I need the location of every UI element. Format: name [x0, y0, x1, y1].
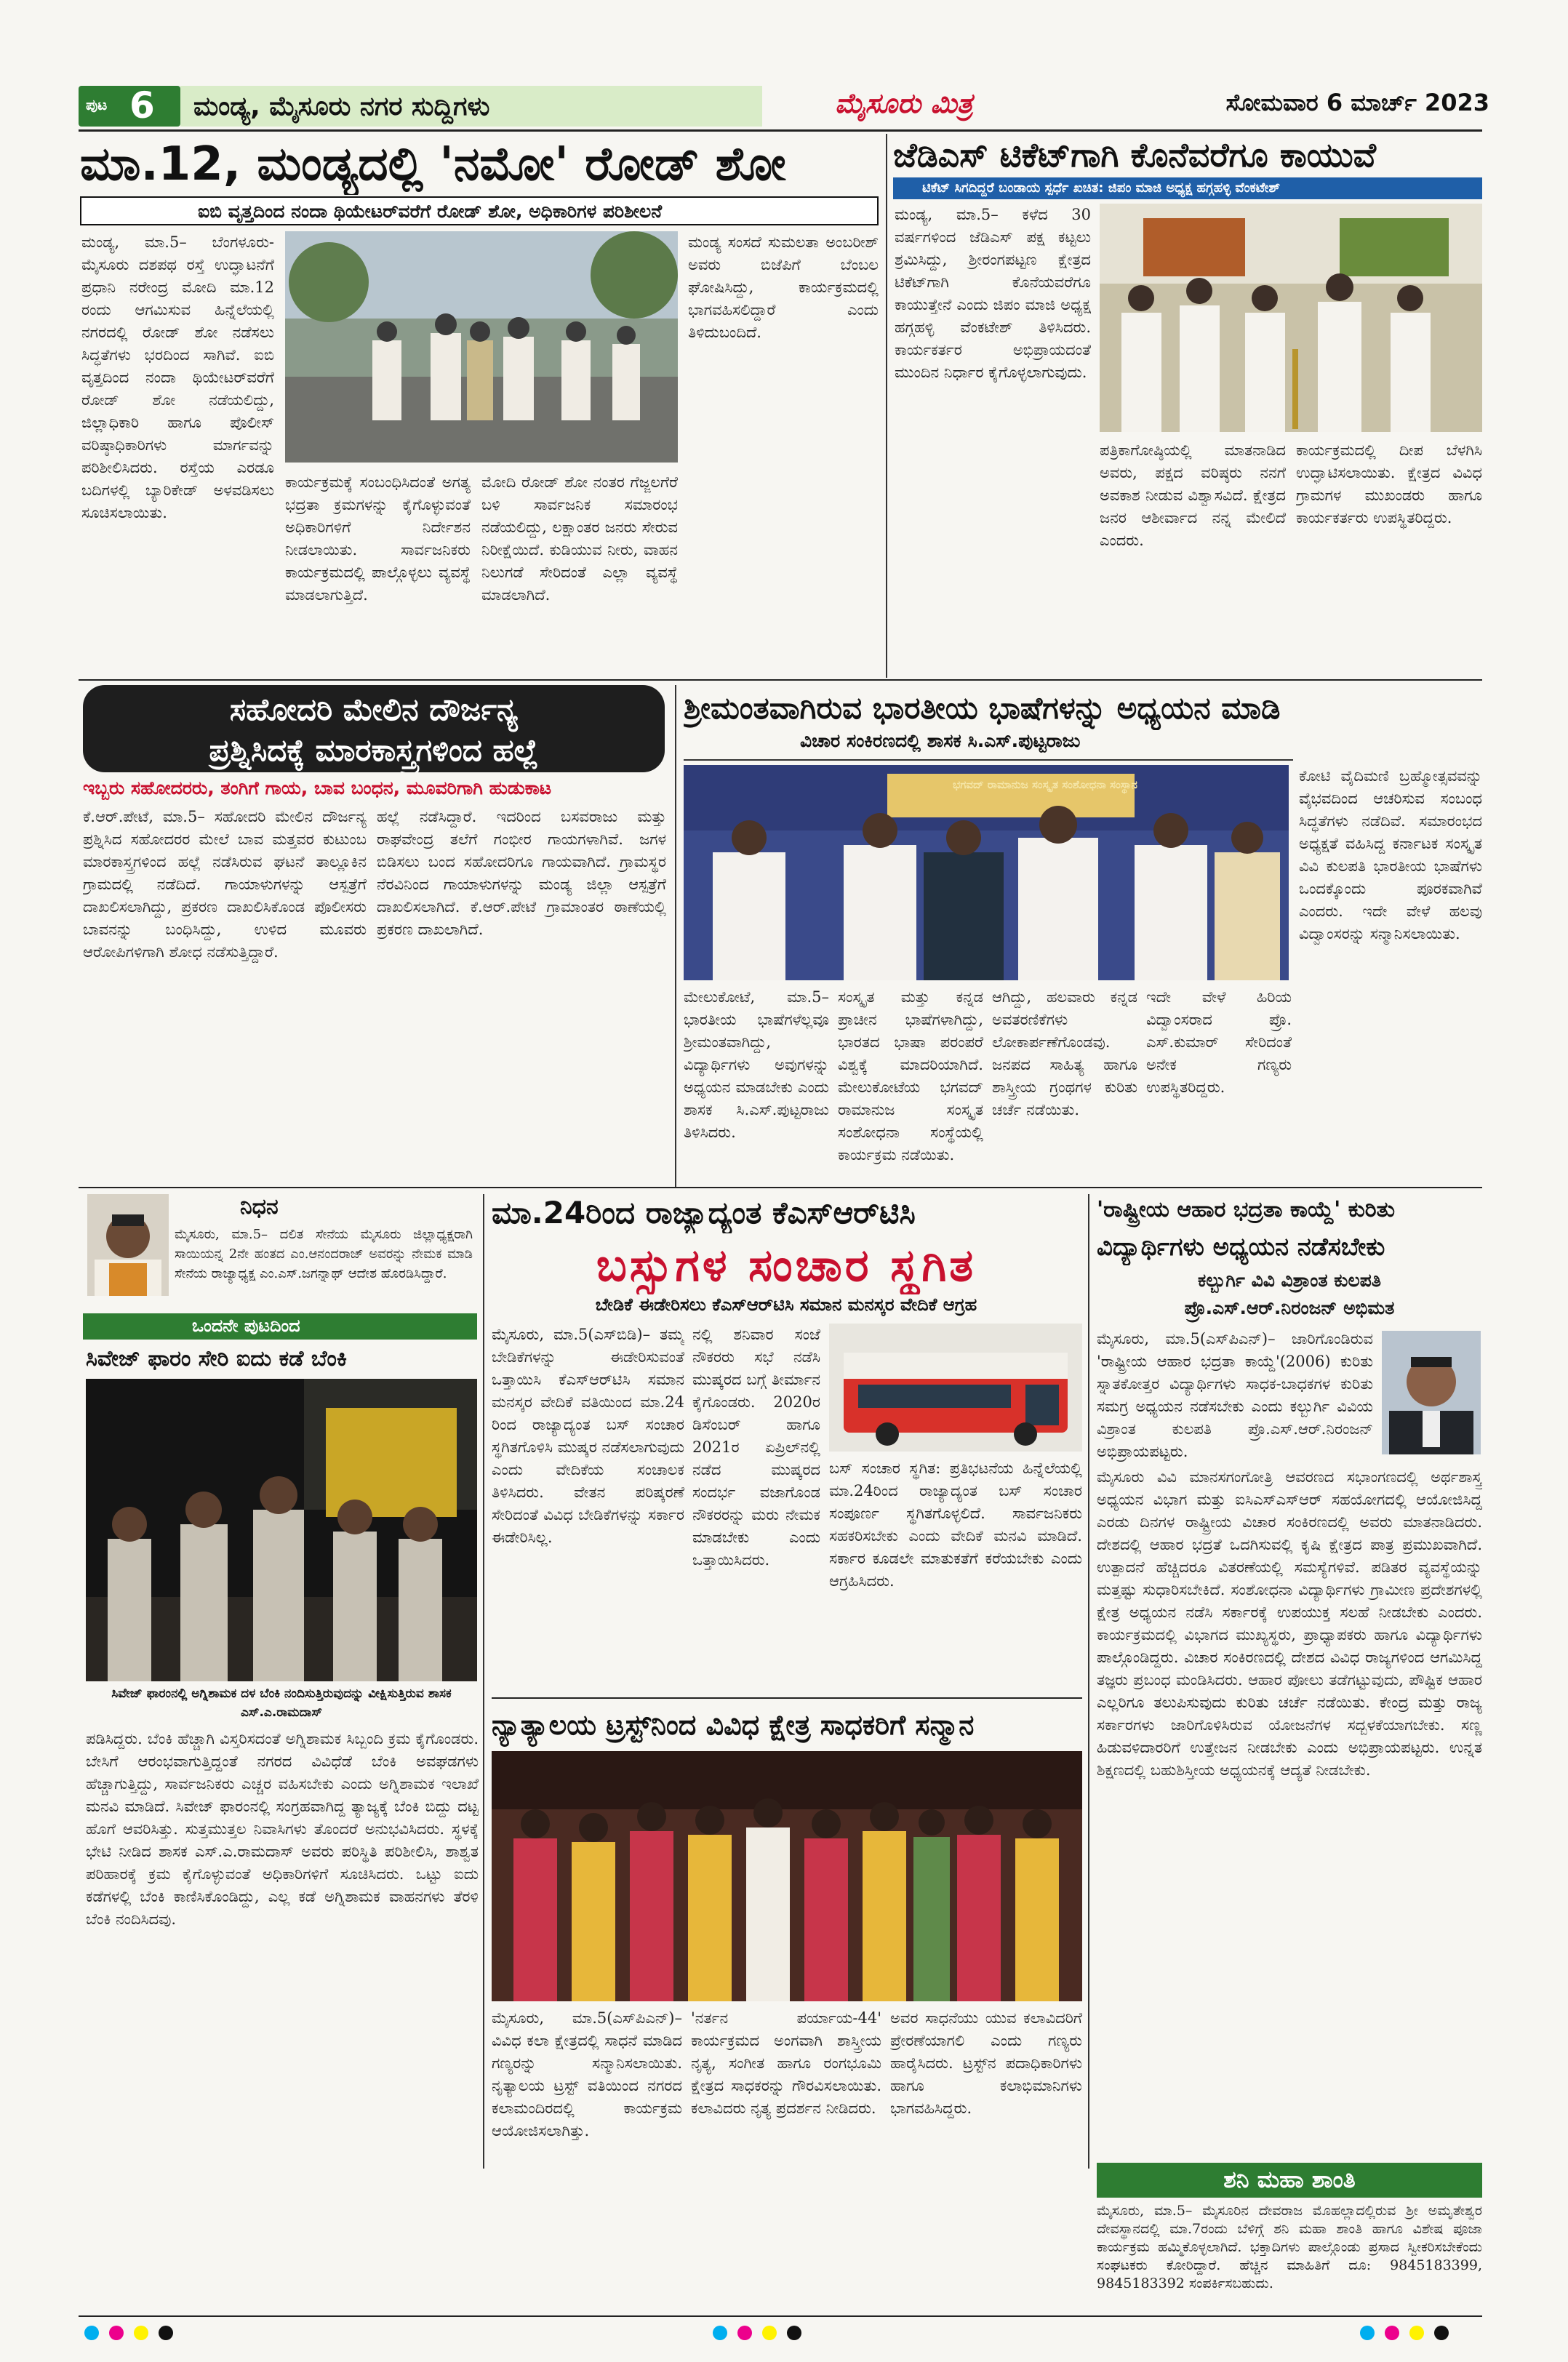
- jds-headline: ಜೆಡಿಎಸ್ ಟಿಕೆಟ್‌ಗಾಗಿ ಕೊನೆವರೆಗೂ ಕಾಯುವೆ: [893, 135, 1376, 175]
- languages-bottom-col1: ಮೇಲುಕೋಟೆ, ಮಾ.5– ಭಾರತೀಯ ಭಾಷೆಗಳೆಲ್ಲವೂ ಶ್ರೀಮಂತವಾಗಿದ್ದು, ವಿದ್ಯಾರ್ಥಿಗಳು ಅವುಗಳನ್ನು ಅಧ್ಯಯನ ಮಾಡಬೇಕು ಎಂದು ಶಾಸಕ ಸಿ.ಎಸ್.ಪುಟ್ಟರಾಜು ತಿಳಿಸಿದರು.: [684, 988, 829, 1141]
- column-divider-upper: [886, 134, 887, 678]
- food-portrait-image: [1382, 1331, 1481, 1454]
- languages-headline: ಶ್ರೀಮಂತವಾಗಿರುವ ಭಾರತೀಯ ಭಾಷೆಗಳನ್ನು ಅಧ್ಯಯನ ಮಾಡಿ: [684, 690, 1281, 726]
- registration-marks-right: [1360, 2326, 1505, 2343]
- column-divider-lower-left: [483, 1194, 484, 2169]
- food-intro: ಮೈಸೂರು, ಮಾ.5(ಎಸ್‌ಪಿಎನ್)– ಜಾರಿಗೊಂಡಿರುವ 'ರಾಷ್ಟ್ರೀಯ ಆಹಾರ ಭದ್ರತಾ ಕಾಯ್ದೆ'(2006) ಕುರಿತು ಸ್ನಾತಕೋತ್ತರ ವಿದ್ಯಾರ್ಥಿಗಳು ಸಾಧಕ-ಬಾಧಕಗಳ ಕುರಿತು ಸಮಗ್ರ ಅಧ್ಯಯನ ನಡೆಸಬೇಕು ಎಂದು ಕಲ್ಬುರ್ಗಿ ವಿವಿಯ ವಿಶ್ರಾಂತ ಕುಲಪತಿ ಪ್ರೊ.ಎಸ್.ಆರ್.ನಿರಂಜನ್ ಅಭಿಪ್ರಾಯಪಟ್ಟರು.: [1097, 1330, 1373, 1460]
- fire-kicker-bar: [83, 1313, 477, 1340]
- ksrtc-subhead: ಬೇಡಿಕೆ ಈಡೇರಿಸಲು ಕೆಎಸ್‌ಆರ್‌ಟಿಸಿ ಸಮಾನ ಮನಸ್ಕರ ವೇದಿಕೆ ಆಗ್ರಹ: [595, 1294, 977, 1315]
- roadshow-col3: ಮೋದಿ ರೋಡ್ ಶೋ ನಂತರ ಗೆಜ್ಜಲಗೆರೆ ಬಳಿ ಸಾರ್ವಜನಿಕ ಸಮಾರಂಭ ನಡೆಯಲಿದ್ದು, ಲಕ್ಷಾಂತರ ಜನರು ಸೇರುವ ನಿರೀಕ್ಷೆಯಿದೆ. ಕುಡಿಯುವ ನೀರು, ವಾಹನ ನಿಲುಗಡೆ ಸೇರಿದಂತೆ ಎಲ್ಲಾ ವ್ಯವಸ್ಥೆ ಮಾಡಲಾಗಿದೆ.: [481, 473, 678, 604]
- issue-date: ಸೋಮವಾರ 6 ಮಾರ್ಚ್ 2023: [1225, 89, 1489, 116]
- assault-headline-line1: ಸಹೋದರಿ ಮೇಲಿನ ದೌರ್ಜನ್ಯ: [229, 692, 519, 727]
- column-divider-middle: [675, 685, 676, 1187]
- food-body: ಮೈಸೂರು ವಿವಿ ಮಾನಸಗಂಗೋತ್ರಿ ಆವರಣದ ಸಭಾಂಗಣದಲ್ಲಿ ಅರ್ಥಶಾಸ್ತ್ರ ಅಧ್ಯಯನ ವಿಭಾಗ ಮತ್ತು ಐಸಿಎಸ್‌ಎಸ್‌ಆರ್ ಸಹಯೋಗದಲ್ಲಿ ಆಯೋಜಿಸಿದ್ದ ಎರಡು ದಿನಗಳ ರಾಷ್ಟ್ರೀಯ ವಿಚಾರ ಸಂಕಿರಣದಲ್ಲಿ ಅವರು ಮಾತನಾಡಿದರು. ದೇಶದಲ್ಲಿ ಆಹಾರ ಭದ್ರತೆ ಒದಗಿಸುವಲ್ಲಿ ಕೃಷಿ ಕ್ಷೇತ್ರದ ಪಾತ್ರ ಪ್ರಮುಖವಾಗಿದೆ. ಉತ್ಪಾದನೆ ಹೆಚ್ಚಿದರೂ ವಿತರಣೆಯಲ್ಲಿ ಸಮಸ್ಯೆಗಳಿವೆ. ಪಡಿತರ ವ್ಯವಸ್ಥೆಯನ್ನು ಮತ್ತಷ್ಟು ಸುಧಾರಿಸಬೇಕಿದೆ. ಸಂಶೋಧನಾ ವಿದ್ಯಾರ್ಥಿಗಳು ಗ್ರಾಮೀಣ ಪ್ರದೇಶಗಳಲ್ಲಿ ಕ್ಷೇತ್ರ ಅಧ್ಯಯನ ನಡೆಸಿ ಸರ್ಕಾರಕ್ಕೆ ಉಪಯುಕ್ತ ಸಲಹೆ ನೀಡಬೇಕು ಎಂದರು. ಕಾರ್ಯಕ್ರಮದಲ್ಲಿ ವಿಭಾಗದ ಮುಖ್ಯಸ್ಥರು, ಪ್ರಾಧ್ಯಾಪಕರು ಹಾಗೂ ವಿದ್ಯಾರ್ಥಿಗಳು ಪಾಲ್ಗೊಂಡಿದ್ದರು. ವಿಚಾರ ಸಂಕಿರಣದಲ್ಲಿ ದೇಶದ ವಿವಿಧ ರಾಜ್ಯಗಳಿಂದ ಆಗಮಿಸಿದ್ದ ತಜ್ಞರು ಪ್ರಬಂಧ ಮಂಡಿಸಿದರು. ಆಹಾರ ಪೋಲು ತಡೆಗಟ್ಟುವುದು, ಪೌಷ್ಟಿಕ ಆಹಾರ ಎಲ್ಲರಿಗೂ ತಲುಪಿಸುವುದು ಕುರಿತು ಚರ್ಚೆ ನಡೆಯಿತು. ಕೇಂದ್ರ ಮತ್ತು ರಾಜ್ಯ ಸರ್ಕಾರಗಳು ಜಾರಿಗೊಳಿಸಿರುವ ಯೋಜನೆಗಳ ಸದ್ಬಳಕೆಯಾಗಬೇಕು. ಸಣ್ಣ ಹಿಡುವಳಿದಾರರಿಗೆ ಉತ್ತೇಜನ ನೀಡಬೇಕು ಎಂದು ಅಭಿಪ್ರಾಯಪಟ್ಟರು. ಉನ್ನತ ಶಿಕ್ಷಣದಲ್ಲಿ ಬಹುಶಿಸ್ತೀಯ ಅಧ್ಯಯನಕ್ಕೆ ಆದ್ಯತೆ ನೀಡಬೇಕು.: [1097, 1468, 1482, 1779]
- jds-subhead-box: [893, 177, 1482, 199]
- food-portrait: [1382, 1331, 1481, 1454]
- masthead-rule: [79, 129, 1482, 132]
- fire-caption: ಸಿವೇಜ್ ಫಾರಂನಲ್ಲಿ ಅಗ್ನಿಶಾಮಕ ದಳ ಬೆಂಕಿ ನಂದಿಸುತ್ತಿರುವುದನ್ನು ವೀಕ್ಷಿಸುತ್ತಿರುವ ಶಾಸಕ ಎಸ್.ಎ.ರಾಮದಾಸ್: [111, 1686, 452, 1720]
- shani-banner: [1097, 2163, 1482, 2198]
- fire-photo: [86, 1379, 477, 1681]
- ksrtc-bus-photo: [829, 1324, 1082, 1452]
- registration-marks-left: [84, 2326, 230, 2343]
- food-headline-line1: 'ರಾಷ್ಟ್ರೀಯ ಆಹಾರ ಭದ್ರತಾ ಕಾಯ್ದೆ' ಕುರಿತು: [1097, 1197, 1396, 1222]
- column-divider-lower-right: [1088, 1194, 1089, 2169]
- roadshow-col1: ಮಂಡ್ಯ, ಮಾ.5– ಬೆಂಗಳೂರು-ಮೈಸೂರು ದಶಪಥ ರಸ್ತೆ ಉದ್ಘಾಟನೆಗೆ ಪ್ರಧಾನಿ ನರೇಂದ್ರ ಮೋದಿ ಮಾ.12 ರಂದು ಆಗಮಿಸುವ ಹಿನ್ನೆಲೆಯಲ್ಲಿ ನಗರದಲ್ಲಿ ರೋಡ್ ಶೋ ನಡೆಸಲು ಸಿದ್ಧತೆಗಳು ಭರದಿಂದ ಸಾಗಿವೆ. ಐಬಿ ವೃತ್ತದಿಂದ ನಂದಾ ಥಿಯೇಟರ್‌ವರೆಗೆ ರೋಡ್ ಶೋ ನಡೆಯಲಿದ್ದು, ಜಿಲ್ಲಾಧಿಕಾರಿ ಹಾಗೂ ಪೊಲೀಸ್ ವರಿಷ್ಠಾಧಿಕಾರಿಗಳು ಮಾರ್ಗವನ್ನು ಪರಿಶೀಲಿಸಿದರು. ರಸ್ತೆಯ ಎರಡೂ ಬದಿಗಳಲ್ಲಿ ಬ್ಯಾರಿಕೇಡ್ ಅಳವಡಿಸಲು ಸೂಚಿಸಲಾಯಿತು.: [81, 233, 274, 521]
- languages-bottom-col3: ಆಗಿದ್ದು, ಹಲವಾರು ಕನ್ನಡ ಅವತರಣಿಕೆಗಳು ಲೋಕಾರ್ಪಣೆಗೊಂಡವು. ಜನಪದ ಸಾಹಿತ್ಯ ಹಾಗೂ ಶಾಸ್ತ್ರೀಯ ಗ್ರಂಥಗಳ ಕುರಿತು ಚರ್ಚೆ ನಡೆಯಿತು.: [992, 988, 1137, 1118]
- jds-col3: ಕಾರ್ಯಕ್ರಮದಲ್ಲಿ ದೀಪ ಬೆಳಗಿಸಿ ಉದ್ಘಾಟಿಸಲಾಯಿತು. ಕ್ಷೇತ್ರದ ವಿವಿಧ ಗ್ರಾಮಗಳ ಮುಖಂಡರು ಹಾಗೂ ಕಾರ್ಯಕರ್ತರು ಉಪಸ್ಥಿತರಿದ್ದರು.: [1296, 441, 1482, 527]
- ksrtc-col2: ನಲ್ಲಿ ಶನಿವಾರ ಸಂಜೆ ನೌಕರರು ಸಭೆ ನಡೆಸಿ ಮುಷ್ಕರದ ಬಗ್ಗೆ ತೀರ್ಮಾನ ಕೈಗೊಂಡರು. 2020ರ ಡಿಸೆಂಬರ್ ಹಾಗೂ 2021ರ ಏಪ್ರಿಲ್‌ನಲ್ಲಿ ನಡೆದ ಮುಷ್ಕರದ ಸಂದರ್ಭ ವಜಾಗೊಂಡ ನೌಕರರನ್ನು ಮರು ನೇಮಕ ಮಾಡಬೇಕು ಎಂದು ಒತ್ತಾಯಿಸಿದರು.: [692, 1326, 820, 1569]
- jds-photo-image: [1100, 204, 1482, 432]
- roadshow-subhead: ಐಬಿ ವೃತ್ತದಿಂದ ನಂದಾ ಥಿಯೇಟರ್‌ವರೆಗೆ ರೋಡ್ ಶೋ, ಅಧಿಕಾರಿಗಳ ಪರಿಶೀಲನೆ: [198, 201, 663, 222]
- section-title: ಮಂಡ್ಯ, ಮೈಸೂರು ನಗರ ಸುದ್ದಿಗಳು: [193, 92, 490, 121]
- fire-photo-image: [86, 1379, 477, 1681]
- shani-body: ಮೈಸೂರು, ಮಾ.5– ಮೈಸೂರಿನ ದೇವರಾಜ ಮೊಹಲ್ಲಾದಲ್ಲಿರುವ ಶ್ರೀ ಅಮೃತೇಶ್ವರ ದೇವಸ್ಥಾನದಲ್ಲಿ ಮಾ.7ರಂದು ಬೆಳಿಗ್ಗೆ ಶನಿ ಮಹಾ ಶಾಂತಿ ಹಾಗೂ ವಿಶೇಷ ಪೂಜಾ ಕಾರ್ಯಕ್ರಮ ಹಮ್ಮಿಕೊಳ್ಳಲಾಗಿದೆ. ಭಕ್ತಾದಿಗಳು ಪಾಲ್ಗೊಂಡು ಪ್ರಸಾದ ಸ್ವೀಕರಿಸಬೇಕೆಂದು ಸಂಘಟಕರು ಕೋರಿದ್ದಾರೆ. ಹೆಚ್ಚಿನ ಮಾಹಿತಿಗೆ ದೂ: 9845183399, 9845183392 ಸಂಪರ್ಕಿಸಬಹುದು.: [1097, 2203, 1482, 2291]
- roadshow-subhead-box: [80, 196, 879, 225]
- ksrtc-headline-line2: ಬಸ್ಸುಗಳ ಸಂಚಾರ ಸ್ಥಗಿತ: [596, 1238, 977, 1292]
- fire-body: ಪಡಿಸಿದ್ದರು. ಬೆಂಕಿ ಹೆಚ್ಚಾಗಿ ವಿಸ್ತರಿಸದಂತೆ ಅಗ್ನಿಶಾಮಕ ಸಿಬ್ಬಂದಿ ಕ್ರಮ ಕೈಗೊಂಡರು. ಬೇಸಿಗೆ ಆರಂಭವಾಗುತ್ತಿದ್ದಂತೆ ನಗರದ ವಿವಿಧೆಡೆ ಬೆಂಕಿ ಅವಘಡಗಳು ಹೆಚ್ಚಾಗುತ್ತಿದ್ದು, ಸಾರ್ವಜನಿಕರು ಎಚ್ಚರ ವಹಿಸಬೇಕು ಎಂದು ಅಗ್ನಿಶಾಮಕ ಇಲಾಖೆ ಮನವಿ ಮಾಡಿದೆ. ಸಿವೇಜ್ ಫಾರಂನಲ್ಲಿ ಸಂಗ್ರಹವಾಗಿದ್ದ ತ್ಯಾಜ್ಯಕ್ಕೆ ಬೆಂಕಿ ಬಿದ್ದು ದಟ್ಟ ಹೊಗೆ ಆವರಿಸಿತ್ತು. ಸುತ್ತಮುತ್ತಲ ನಿವಾಸಿಗಳು ತೊಂದರೆ ಅನುಭವಿಸಿದರು. ಸ್ಥಳಕ್ಕೆ ಭೇಟಿ ನೀಡಿದ ಶಾಸಕ ಎಸ್.ಎ.ರಾಮದಾಸ್ ಅವರು ಪರಿಸ್ಥಿತಿ ಪರಿಶೀಲಿಸಿ, ಶಾಶ್ವತ ಪರಿಹಾರಕ್ಕೆ ಕ್ರಮ ಕೈಗೊಳ್ಳುವಂತೆ ಅಧಿಕಾರಿಗಳಿಗೆ ಸೂಚಿಸಿದರು. ಒಟ್ಟು ಐದು ಕಡೆಗಳಲ್ಲಿ ಬೆಂಕಿ ಕಾಣಿಸಿಕೊಂಡಿದ್ದು, ಎಲ್ಲ ಕಡೆ ಅಗ್ನಿಶಾಮಕ ವಾಹನಗಳು ತೆರಳಿ ಬೆಂಕಿ ನಂದಿಸಿದವು.: [86, 1730, 479, 1928]
- ksrtc-col3: ಬಸ್ ಸಂಚಾರ ಸ್ಥಗಿತ: ಪ್ರತಿಭಟನೆಯ ಹಿನ್ನೆಲೆಯಲ್ಲಿ ಮಾ.24ರಿಂದ ರಾಜ್ಯಾದ್ಯಂತ ಬಸ್ ಸಂಚಾರ ಸಂಪೂರ್ಣ ಸ್ಥಗಿತಗೊಳ್ಳಲಿದೆ. ಸಾರ್ವಜನಿಕರು ಸಹಕರಿಸಬೇಕು ಎಂದು ವೇದಿಕೆ ಮನವಿ ಮಾಡಿದೆ. ಸರ್ಕಾರ ಕೂಡಲೇ ಮಾತುಕತೆಗೆ ಕರೆಯಬೇಕು ಎಂದು ಆಗ್ರಹಿಸಿದರು.: [829, 1460, 1082, 1590]
- food-headline-line2: ವಿದ್ಯಾರ್ಥಿಗಳು ಅಧ್ಯಯನ ನಡೆಸಬೇಕು: [1097, 1233, 1385, 1262]
- obituary-portrait: [87, 1194, 169, 1296]
- jds-col1: ಮಂಡ್ಯ, ಮಾ.5– ಕಳೆದ 30 ವರ್ಷಗಳಿಂದ ಜೆಡಿಎಸ್ ಪಕ್ಷ ಕಟ್ಟಲು ಶ್ರಮಿಸಿದ್ದು, ಶ್ರೀರಂಗಪಟ್ಟಣ ಕ್ಷೇತ್ರದ ಟಿಕೆಟ್‌ಗಾಗಿ ಕೊನೆಯವರೆಗೂ ಕಾಯುತ್ತೇನೆ ಎಂದು ಜಿಪಂ ಮಾಜಿ ಅಧ್ಯಕ್ಷ ಹಗ್ಗಹಳ್ಳಿ ವೆಂಕಟೇಶ್ ತಿಳಿಸಿದರು. ಕಾರ್ಯಕರ್ತರ ಅಭಿಪ್ರಾಯದಂತೆ ಮುಂದಿನ ನಿರ್ಧಾರ ಕೈಗೊಳ್ಳಲಾಗುವುದು.: [895, 206, 1091, 381]
- languages-rule: [684, 759, 1293, 761]
- award-headline: ನ್ಯಾತ್ಯಾಲಯ ಟ್ರಸ್ಟ್‌ನಿಂದ ವಿವಿಧ ಕ್ಷೇತ್ರ ಸಾಧಕರಿಗೆ ಸನ್ಮಾನ: [492, 1709, 975, 1741]
- page-label: ಪುಟ: [86, 96, 108, 113]
- roadshow-col4: ಮಂಡ್ಯ ಸಂಸದೆ ಸುಮಲತಾ ಅಂಬರೀಶ್ ಅವರು ಬಿಜೆಪಿಗೆ ಬೆಂಬಲ ಘೋಷಿಸಿದ್ದು, ಕಾರ್ಯಕ್ರಮದಲ್ಲಿ ಭಾಗವಹಿಸಲಿದ್ದಾರೆ ಎಂದು ತಿಳಿದುಬಂದಿದೆ.: [688, 233, 879, 341]
- assault-col2: ಹಲ್ಲೆ ನಡೆಸಿದ್ದಾರೆ. ಇದರಿಂದ ಬಸವರಾಜು ಮತ್ತು ರಾಘವೇಂದ್ರ ತಲೆಗೆ ಗಂಭೀರ ಗಾಯಗಳಾಗಿವೆ. ಜಗಳ ಬಿಡಿಸಲು ಬಂದ ಸಹೋದರಿಗೂ ಗಾಯವಾಗಿದೆ. ಗ್ರಾಮಸ್ಥರ ನೆರವಿನಿಂದ ಗಾಯಾಳುಗಳನ್ನು ಮಂಡ್ಯ ಜಿಲ್ಲಾ ಆಸ್ಪತ್ರೆಗೆ ದಾಖಲಿಸಲಾಗಿದೆ. ಕೆ.ಆರ್.ಪೇಟೆ ಗ್ರಾಮಾಂತರ ಠಾಣೆಯಲ್ಲಿ ಪ್ರಕರಣ ದಾಖಲಾಗಿದೆ.: [377, 808, 666, 938]
- rule-3: [492, 1697, 1082, 1699]
- section-strip: [180, 86, 762, 127]
- languages-photo: [684, 765, 1289, 980]
- paper-name: ಮೈಸೂರು ಮಿತ್ರ: [835, 87, 973, 119]
- award-col2: 'ನರ್ತನ ಪರ್ಯಾಯ-44' ಕಾರ್ಯಕ್ರಮದ ಅಂಗವಾಗಿ ಶಾಸ್ತ್ರೀಯ ನೃತ್ಯ, ಸಂಗೀತ ಹಾಗೂ ರಂಗಭೂಮಿ ಕ್ಷೇತ್ರದ ಸಾಧಕರನ್ನು ಗೌರವಿಸಲಾಯಿತು. ಕಲಾವಿದರು ನೃತ್ಯ ಪ್ರದರ್ಶನ ನೀಡಿದರು.: [691, 2009, 881, 2117]
- page-number: 6: [129, 84, 155, 127]
- jds-col2: ಪತ್ರಿಕಾಗೋಷ್ಠಿಯಲ್ಲಿ ಮಾತನಾಡಿದ ಅವರು, ಪಕ್ಷದ ವರಿಷ್ಠರು ನನಗೆ ಅವಕಾಶ ನೀಡುವ ವಿಶ್ವಾಸವಿದೆ. ಕ್ಷೇತ್ರದ ಜನರ ಆಶೀರ್ವಾದ ನನ್ನ ಮೇಲಿದೆ ಎಂದರು.: [1100, 441, 1286, 549]
- award-photo-image: [492, 1751, 1082, 2001]
- assault-subhead: ಇಬ್ಬರು ಸಹೋದರರು, ತಂಗಿಗೆ ಗಾಯ, ಬಾವ ಬಂಧನ, ಮೂವರಿಗಾಗಿ ಹುಡುಕಾಟ: [83, 777, 552, 798]
- award-col3: ಅವರ ಸಾಧನೆಯು ಯುವ ಕಲಾವಿದರಿಗೆ ಪ್ರೇರಣೆಯಾಗಲಿ ಎಂದು ಗಣ್ಯರು ಹಾರೈಸಿದರು. ಟ್ರಸ್ಟ್‌ನ ಪದಾಧಿಕಾರಿಗಳು ಹಾಗೂ ಕಲಾಭಿಮಾನಿಗಳು ಭಾಗವಹಿಸಿದ್ದರು.: [890, 2009, 1082, 2117]
- rule-2: [79, 1187, 1482, 1188]
- jds-subhead: ಟಿಕೆಟ್ ಸಿಗದಿದ್ದರೆ ಬಂಡಾಯ ಸ್ಪರ್ಧೆ ಖಚಿತ: ಜಿಪಂ ಮಾಜಿ ಅಧ್ಯಕ್ಷ ಹಗ್ಗಹಳ್ಳಿ ವೆಂಕಟೇಶ್: [922, 180, 1281, 196]
- obituary-portrait-image: [87, 1194, 169, 1296]
- award-col1: ಮೈಸೂರು, ಮಾ.5(ಎಸ್‌ಪಿಎನ್)– ವಿವಿಧ ಕಲಾ ಕ್ಷೇತ್ರದಲ್ಲಿ ಸಾಧನೆ ಮಾಡಿದ ಗಣ್ಯರನ್ನು ಸನ್ಮಾನಿಸಲಾಯಿತು. ನೃತ್ಯಾಲಯ ಟ್ರಸ್ಟ್ ವತಿಯಿಂದ ನಗರದ ಕಲಾಮಂದಿರದಲ್ಲಿ ಕಾರ್ಯಕ್ರಮ ಆಯೋಜಿಸಲಾಗಿತ್ತು.: [492, 2009, 682, 2139]
- assault-banner: [83, 685, 665, 772]
- food-subhead-line2: ಪ್ರೊ.ಎಸ್.ಆರ್.ನಿರಂಜನ್ ಅಭಿಮತ: [1184, 1297, 1395, 1318]
- languages-photo-banner: ಭಗವದ್ ರಾಮಾನುಜ ಸಂಸ್ಕೃತ ಸಂಶೋಧನಾ ಸಂಸ್ಥಾನ: [953, 778, 1137, 791]
- shani-headline: ಶನಿ ಮಹಾ ಶಾಂತಿ: [1223, 2166, 1356, 2193]
- languages-bottom-col4: ಇದೇ ವೇಳೆ ಹಿರಿಯ ವಿದ್ವಾಂಸರಾದ ಪ್ರೊ. ಎಸ್.ಕುಮಾರ್ ಸೇರಿದಂತೆ ಅನೇಕ ಗಣ್ಯರು ಉಪಸ್ಥಿತರಿದ್ದರು.: [1146, 988, 1292, 1096]
- ksrtc-headline-line1: ಮಾ.24ರಿಂದ ರಾಜ್ಯಾದ್ಯಂತ ಕೆಎಸ್‌ಆರ್‌ಟಿಸಿ: [492, 1195, 916, 1230]
- fire-headline: ಸಿವೇಜ್ ಫಾರಂ ಸೇರಿ ಐದು ಕಡೆ ಬೆಂಕಿ: [86, 1346, 347, 1372]
- languages-bottom-col2: ಸಂಸ್ಕೃತ ಮತ್ತು ಕನ್ನಡ ಪ್ರಾಚೀನ ಭಾಷೆಗಳಾಗಿದ್ದು, ಭಾರತದ ಭಾಷಾ ಪರಂಪರೆ ವಿಶ್ವಕ್ಕೆ ಮಾದರಿಯಾಗಿದೆ. ಮೇಲುಕೋಟೆಯ ಭಗವದ್ ರಾಮಾನುಜ ಸಂಸ್ಕೃತ ಸಂಶೋಧನಾ ಸಂಸ್ಥೆಯಲ್ಲಿ ಕಾರ್ಯಕ್ರಮ ನಡೆಯಿತು.: [838, 988, 983, 1164]
- roadshow-col2: ಕಾರ್ಯಕ್ರಮಕ್ಕೆ ಸಂಬಂಧಿಸಿದಂತೆ ಅಗತ್ಯ ಭದ್ರತಾ ಕ್ರಮಗಳನ್ನು ಕೈಗೊಳ್ಳುವಂತೆ ಅಧಿಕಾರಿಗಳಿಗೆ ನಿರ್ದೇಶನ ನೀಡಲಾಯಿತು. ಸಾರ್ವಜನಿಕರು ಕಾರ್ಯಕ್ರಮದಲ್ಲಿ ಪಾಲ್ಗೊಳ್ಳಲು ವ್ಯವಸ್ಥೆ ಮಾಡಲಾಗುತ್ತಿದೆ.: [285, 473, 471, 604]
- jds-photo: [1100, 204, 1482, 432]
- ksrtc-bus-image: [829, 1324, 1082, 1452]
- page-number-box: [79, 86, 180, 127]
- obituary-headline: ನಿಧನ: [240, 1194, 279, 1220]
- languages-subhead: ವಿಚಾರ ಸಂಕಿರಣದಲ್ಲಿ ಶಾಸಕ ಸಿ.ಎಸ್.ಪುಟ್ಟರಾಜು: [800, 730, 1081, 751]
- award-photo: [492, 1751, 1082, 2001]
- masthead: [79, 81, 1489, 129]
- food-subhead-line1: ಕಲ್ಬುರ್ಗಿ ವಿವಿ ವಿಶ್ರಾಂತ ಕುಲಪತಿ: [1198, 1270, 1381, 1291]
- assault-headline-line2: ಪ್ರಶ್ನಿಸಿದಕ್ಕೆ ಮಾರಕಾಸ್ತ್ರಗಳಿಂದ ಹಲ್ಲೆ: [209, 732, 539, 768]
- languages-photo-image: [684, 765, 1289, 980]
- roadshow-photo: [285, 231, 678, 463]
- assault-col1: ಕೆ.ಆರ್.ಪೇಟೆ, ಮಾ.5– ಸಹೋದರಿ ಮೇಲಿನ ದೌರ್ಜನ್ಯ ಪ್ರಶ್ನಿಸಿದ ಸಹೋದರರ ಮೇಲೆ ಬಾವ ಮತ್ತವರ ಕುಟುಂಬ ಮಾರಕಾಸ್ತ್ರಗಳಿಂದ ಹಲ್ಲೆ ನಡೆಸಿರುವ ಘಟನೆ ತಾಲ್ಲೂಕಿನ ಗ್ರಾಮದಲ್ಲಿ ನಡೆದಿದೆ. ಗಾಯಾಳುಗಳನ್ನು ಆಸ್ಪತ್ರೆಗೆ ದಾಖಲಿಸಲಾಗಿದ್ದು, ಪ್ರಕರಣ ದಾಖಲಿಸಿಕೊಂಡ ಪೊಲೀಸರು ಬಾವನನ್ನು ಬಂಧಿಸಿದ್ದು, ಉಳಿದ ಮೂವರು ಆರೋಪಿಗಳಿಗಾಗಿ ಶೋಧ ನಡೆಸುತ್ತಿದ್ದಾರೆ.: [83, 808, 367, 961]
- registration-marks-center: [713, 2326, 858, 2343]
- languages-right-col: ಕೋಟಿ ವೈದಿಮಣಿ ಬ್ರಹ್ಮೋತ್ಸವವನ್ನು ವೈಭವದಿಂದ ಆಚರಿಸುವ ಸಂಬಂಧ ಸಿದ್ಧತೆಗಳು ನಡೆದಿವೆ. ಸಮಾರಂಭದ ಅಧ್ಯಕ್ಷತೆ ವಹಿಸಿದ್ದ ಕರ್ನಾಟಕ ಸಂಸ್ಕೃತ ವಿವಿ ಕುಲಪತಿ ಭಾರತೀಯ ಭಾಷೆಗಳು ಒಂದಕ್ಕೊಂದು ಪೂರಕವಾಗಿವೆ ಎಂದರು. ಇದೇ ವೇಳೆ ಹಲವು ವಿದ್ವಾಂಸರನ್ನು ಸನ್ಮಾನಿಸಲಾಯಿತು.: [1299, 767, 1482, 942]
- roadshow-headline: ಮಾ.12, ಮಂಡ್ಯದಲ್ಲಿ 'ನಮೋ' ರೋಡ್ ಶೋ: [80, 137, 786, 191]
- fire-kicker: ಒಂದನೇ ಪುಟದಿಂದ: [192, 1316, 300, 1336]
- rule-1: [79, 679, 1482, 681]
- roadshow-photo-image: [285, 231, 678, 463]
- bottom-rule: [79, 2315, 1482, 2317]
- obituary-body: ಮೈಸೂರು, ಮಾ.5– ದಲಿತ ಸೇನೆಯ ಮೈಸೂರು ಜಿಲ್ಲಾಧ್ಯಕ್ಷರಾಗಿ ಸಾಯಿಯನ್ನ 2ನೇ ಹಂತದ ಎಂ.ಆನಂದರಾಜ್ ಅವರನ್ನು ನೇಮಕ ಮಾಡಿ ಸೇನೆಯ ರಾಜ್ಯಾಧ್ಯಕ್ಷ ಎಂ.ಎಸ್.ಜಗನ್ನಾಥ್ ಆದೇಶ ಹೊರಡಿಸಿದ್ದಾರೆ.: [175, 1227, 473, 1281]
- ksrtc-col1: ಮೈಸೂರು, ಮಾ.5(ಎಸ್‌ಬಿಡಿ)– ತಮ್ಮ ಬೇಡಿಕೆಗಳನ್ನು ಈಡೇರಿಸುವಂತೆ ಒತ್ತಾಯಿಸಿ ಕೆಎಸ್‌ಆರ್‌ಟಿಸಿ ಸಮಾನ ಮನಸ್ಕರ ವೇದಿಕೆ ವತಿಯಿಂದ ಮಾ.24 ರಿಂದ ರಾಜ್ಯಾದ್ಯಂತ ಬಸ್ ಸಂಚಾರ ಸ್ಥಗಿತಗೊಳಿಸಿ ಮುಷ್ಕರ ನಡೆಸಲಾಗುವುದು ಎಂದು ವೇದಿಕೆಯ ಸಂಚಾಲಕ ತಿಳಿಸಿದರು. ವೇತನ ಪರಿಷ್ಕರಣೆ ಸೇರಿದಂತೆ ವಿವಿಧ ಬೇಡಿಕೆಗಳನ್ನು ಸರ್ಕಾರ ಈಡೇರಿಸಿಲ್ಲ.: [492, 1326, 684, 1546]
